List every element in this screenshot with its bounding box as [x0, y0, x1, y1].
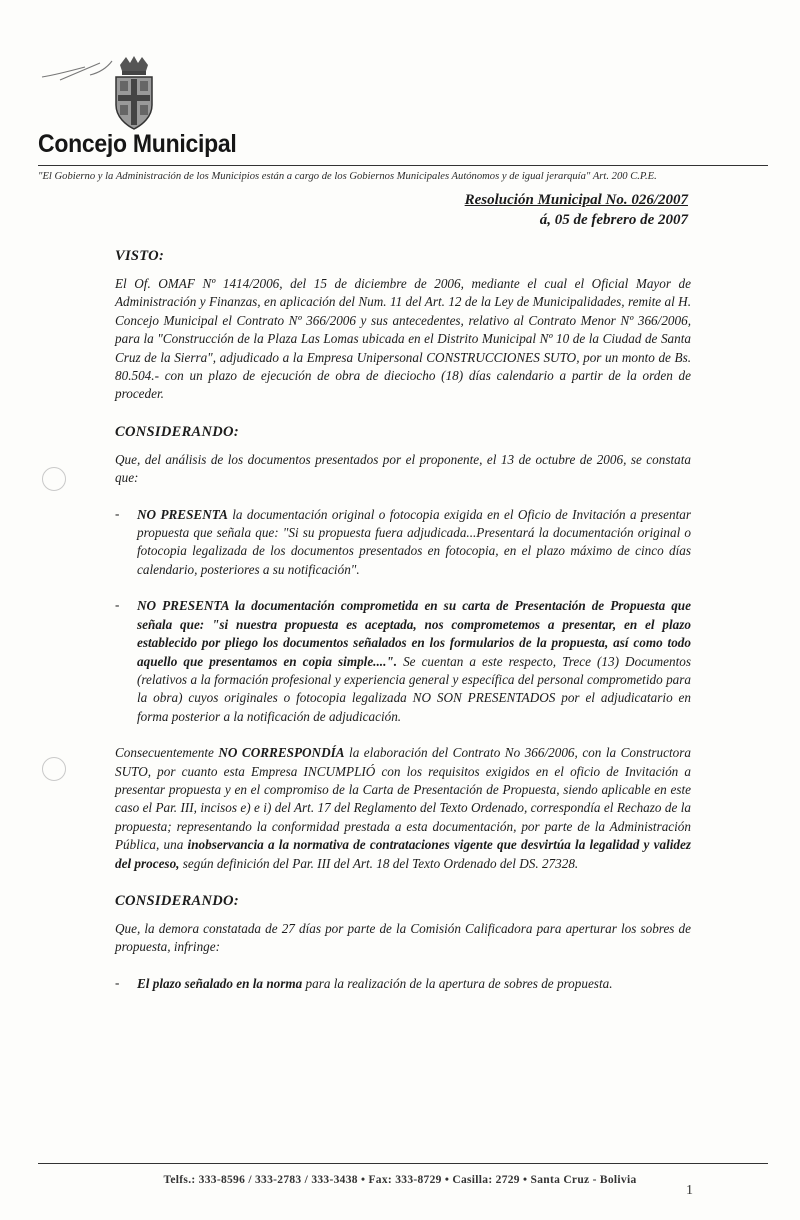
- binder-hole-top: [42, 467, 66, 491]
- conclusion-bold-1: NO CORRESPONDÍA: [218, 745, 345, 761]
- document-body: [115, 248, 691, 993]
- coat-of-arms-icon: [110, 55, 158, 131]
- bullet-text: la documentación original o fotocopia exigida en el Oficio de Invitación a presentar propuesta que señala que: "Si su propuesta fuera adjudicada...Presentará la documentación original o fotocopia legalizada de los documentos presentados en fotocopia, en el plazo máximo de cinco días calendario, posteriores a su notificación".: [137, 506, 691, 577]
- considerando-1-intro: Que, del análisis de los documentos presentados por el proponente, el 13 de octubre de 2006, se constata que:: [115, 451, 691, 486]
- header-motto: "El Gobierno y la Administración de los Municipios están a cargo de los Gobiernos Municipales Autónomos y de igual jerarquía" Art. 200 C.P.E.: [38, 171, 657, 182]
- page-number: 1: [686, 1183, 693, 1198]
- resolution-date: á, 05 de febrero de 2007: [539, 212, 688, 228]
- bullet-text: Se cuentan a este respecto, Trece (13) Documentos (relativos a la formación profesional y experiencia general y específica del personal comprometido para la obra) cuyos originales o fotocopia legalizada NO SON PRESENTADOS por el adjudicatario en forma posterior a la notificación de adjudicación.: [137, 653, 691, 724]
- visto-paragraph: El Of. OMAF Nº 1414/2006, del 15 de diciembre de 2006, mediante el cual el Oficial Mayor de Administración y Finanzas, en aplicación del Num. 11 del Art. 12 de la Ley de Municipalidades, remite al H. Concejo Municipal el Contrato Nº 366/2006 y sus antecedentes, relativo al Contrato Menor Nº 366/2006, para la "Construcción de la Plaza Las Lomas ubicada en el Distrito Municipal Nº 10 de la Ciudad de Santa Cruz de la Sierra", adjudicado a la Empresa Unipersonal CONSTRUCCIONES SUTO, por un monto de Bs. 80.504.- con un plazo de ejecución de obra de dieciocho (18) días calendario a partir de la orden de proceder.: [115, 276, 691, 402]
- considerando-2-intro: Que, la demora constatada de 27 días por parte de la Comisión Calificadora para aperturar los sobres de propuesta, infringe:: [115, 920, 691, 955]
- considerando-heading-2: CONSIDERANDO:: [115, 892, 239, 909]
- binder-hole-bottom: [42, 757, 66, 781]
- bullet-dash: -: [115, 505, 120, 521]
- bullet-bold-lead: El plazo señalado en la norma: [137, 975, 303, 991]
- footer-divider: [38, 1163, 768, 1164]
- conclusion-bold-2: inobservancia a la normativa de contrataciones vigente que desvirtúa la legalidad y validez del proceso,: [115, 837, 691, 871]
- considerando-1-bullet-2: [115, 597, 691, 726]
- considerando-1-bullet-1: [115, 506, 691, 580]
- footer-contact: Telfs.: 333-8596 / 333-2783 / 333-3438 • Fax: 333-8729 • Casilla: 2729 • Santa Cruz - Bolivia: [163, 1174, 637, 1186]
- conclusion-text-3: según definición del Par. III del Art. 18 del Texto Ordenado del DS. 27328.: [179, 855, 579, 871]
- considerando-2-bullet-1: [115, 975, 691, 993]
- pen-scribble-mark: [40, 55, 115, 85]
- conclusion-text-2: la elaboración del Contrato No 366/2006, con la Constructora SUTO, por cuanto esta Empresa INCUMPLIÓ con los requisitos exigidos en el oficio de Invitación a presentar propuesta y en el compromiso de la Carta de Presentación de Propuesta, siendo aplicable en este caso el Par. III, incisos e) e i) del Art. 17 del Reglamento del Texto Ordenado, correspondía el Rechazo de la propuesta; representando la conformidad prestada a esta documentación, por parte de la Administración Pública, una: [115, 745, 691, 853]
- resolution-number: Resolución Municipal No. 026/2007: [464, 192, 688, 208]
- considerando-heading-1: CONSIDERANDO:: [115, 423, 239, 440]
- bullet-text: para la realización de la apertura de sobres de propuesta.: [302, 975, 613, 991]
- organization-name: Concejo Municipal: [38, 130, 237, 158]
- bullet-bold-part: NO PRESENTA la documentación comprometida en su carta de Presentación de Propuesta que señala que: "si nuestra propuesta es aceptada, nos comprometemos a presentar, en el plazo establecido por pliego los documentos señalados en los formularios de la propuesta, así como todo aquello que presentamos en copia simple....".: [137, 598, 691, 669]
- considerando-1-conclusion: [115, 744, 691, 873]
- header-divider: [38, 165, 768, 166]
- visto-heading: VISTO:: [115, 248, 165, 264]
- bullet-dash: -: [115, 974, 120, 990]
- conclusion-text-1: Consecuentemente: [115, 745, 219, 761]
- bullet-dash: -: [115, 597, 120, 613]
- bullet-bold-lead: NO PRESENTA: [137, 506, 228, 522]
